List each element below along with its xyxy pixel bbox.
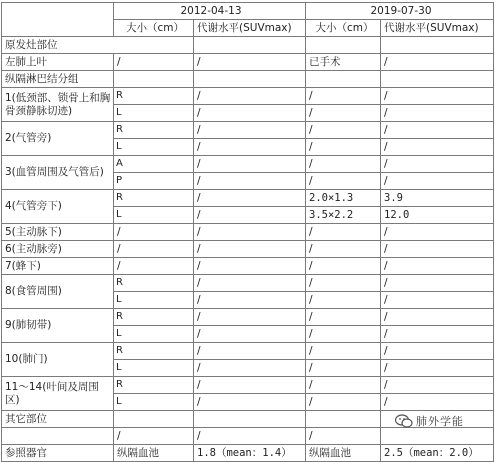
g4-l-size: 3.5×2.2 <box>306 207 381 224</box>
table-row: L / / / <box>2 292 494 309</box>
table-row: 5(主动脉下) / / / / <box>2 224 494 241</box>
row-label: 9(肺韧带) <box>2 309 114 343</box>
header-blank-cell <box>2 3 114 37</box>
table-row: L / / / <box>2 360 494 377</box>
table-row: 9(肺韧带) R / / / <box>2 309 494 326</box>
ref-organ-2019: 纵隔血池 <box>306 445 381 462</box>
row-label: 1(低颈部、锁骨上和胸骨颈静脉切迹) <box>2 88 114 122</box>
table-row: 6(主动脉旁) / / / / <box>2 241 494 258</box>
pet-ct-table <box>1 2 494 462</box>
table-row: L / / / <box>2 326 494 343</box>
size-header: 大小（cm） <box>114 20 194 37</box>
table-row: 8(食管周围) R / / / <box>2 275 494 292</box>
wechat-icon <box>395 414 413 428</box>
table-row: L / / / <box>2 139 494 156</box>
table-row: P / / / <box>2 173 494 190</box>
table-row: 3(血管周围及气管后) A / / / <box>2 156 494 173</box>
table-row: / / / <box>2 428 494 445</box>
table-row: 左肺上叶 / / 已手术 / <box>2 54 494 71</box>
table-row <box>2 71 494 88</box>
table-row: 7(蜂下) / / / / <box>2 258 494 275</box>
row-label: 11～14(叶间及周围区) <box>2 377 114 411</box>
header-date-row <box>2 3 494 20</box>
date-2019: 2019-07-30 <box>306 3 494 20</box>
row-label: 3(血管周围及气管后) <box>2 156 114 190</box>
row-label: 2(气管旁) <box>2 122 114 156</box>
row-label: 7(蜂下) <box>2 258 114 275</box>
table-row: 1(低颈部、锁骨上和胸骨颈静脉切迹) R / / / <box>2 88 494 105</box>
row-label: 4(气管旁下) <box>2 190 114 224</box>
table-row: L / / / <box>2 105 494 122</box>
table-row: 10(肺门) R / / / <box>2 343 494 360</box>
ref-value-2019: 2.5（mean：2.0） <box>381 445 494 462</box>
row-label: 参照器官 <box>2 445 114 462</box>
table-row: 4(气管旁下) R / 2.0×1.3 3.9 <box>2 190 494 207</box>
table-row: 2(气管旁) R / / / <box>2 122 494 139</box>
row-label: 纵隔淋巴结分组 <box>2 71 114 88</box>
watermark-text: 肺外学能 <box>416 415 464 428</box>
table-row: L / 3.5×2.2 12.0 <box>2 207 494 224</box>
row-label: 原发灶部位 <box>2 37 194 54</box>
size-header-2: 大小（cm） <box>306 20 381 37</box>
table-row <box>2 445 494 462</box>
table-row <box>2 37 494 54</box>
ref-organ-2012: 纵隔血池 <box>114 445 194 462</box>
row-label: 6(主动脉旁) <box>2 241 114 258</box>
postop-cell: 已手术 <box>306 54 381 71</box>
row-label: 8(食管周围) <box>2 275 114 309</box>
ref-value-2012: 1.8（mean：1.4） <box>194 445 306 462</box>
g4-r-suv: 3.9 <box>381 190 494 207</box>
metab-header-2: 代谢水平(SUVmax) <box>381 20 494 37</box>
row-label: 10(肺门) <box>2 343 114 377</box>
g4-r-size: 2.0×1.3 <box>306 190 381 207</box>
date-2012: 2012-04-13 <box>114 3 306 20</box>
row-label: 其它部位 <box>2 411 114 428</box>
table-row: 11～14(叶间及周围区) R / / / <box>2 377 494 394</box>
g4-l-suv: 12.0 <box>381 207 494 224</box>
row-label: 左肺上叶 <box>2 54 114 71</box>
watermark <box>395 410 491 432</box>
metab-header: 代谢水平(SUVmax) <box>194 20 306 37</box>
row-label: 5(主动脉下) <box>2 224 114 241</box>
table-row: L / / / <box>2 394 494 411</box>
